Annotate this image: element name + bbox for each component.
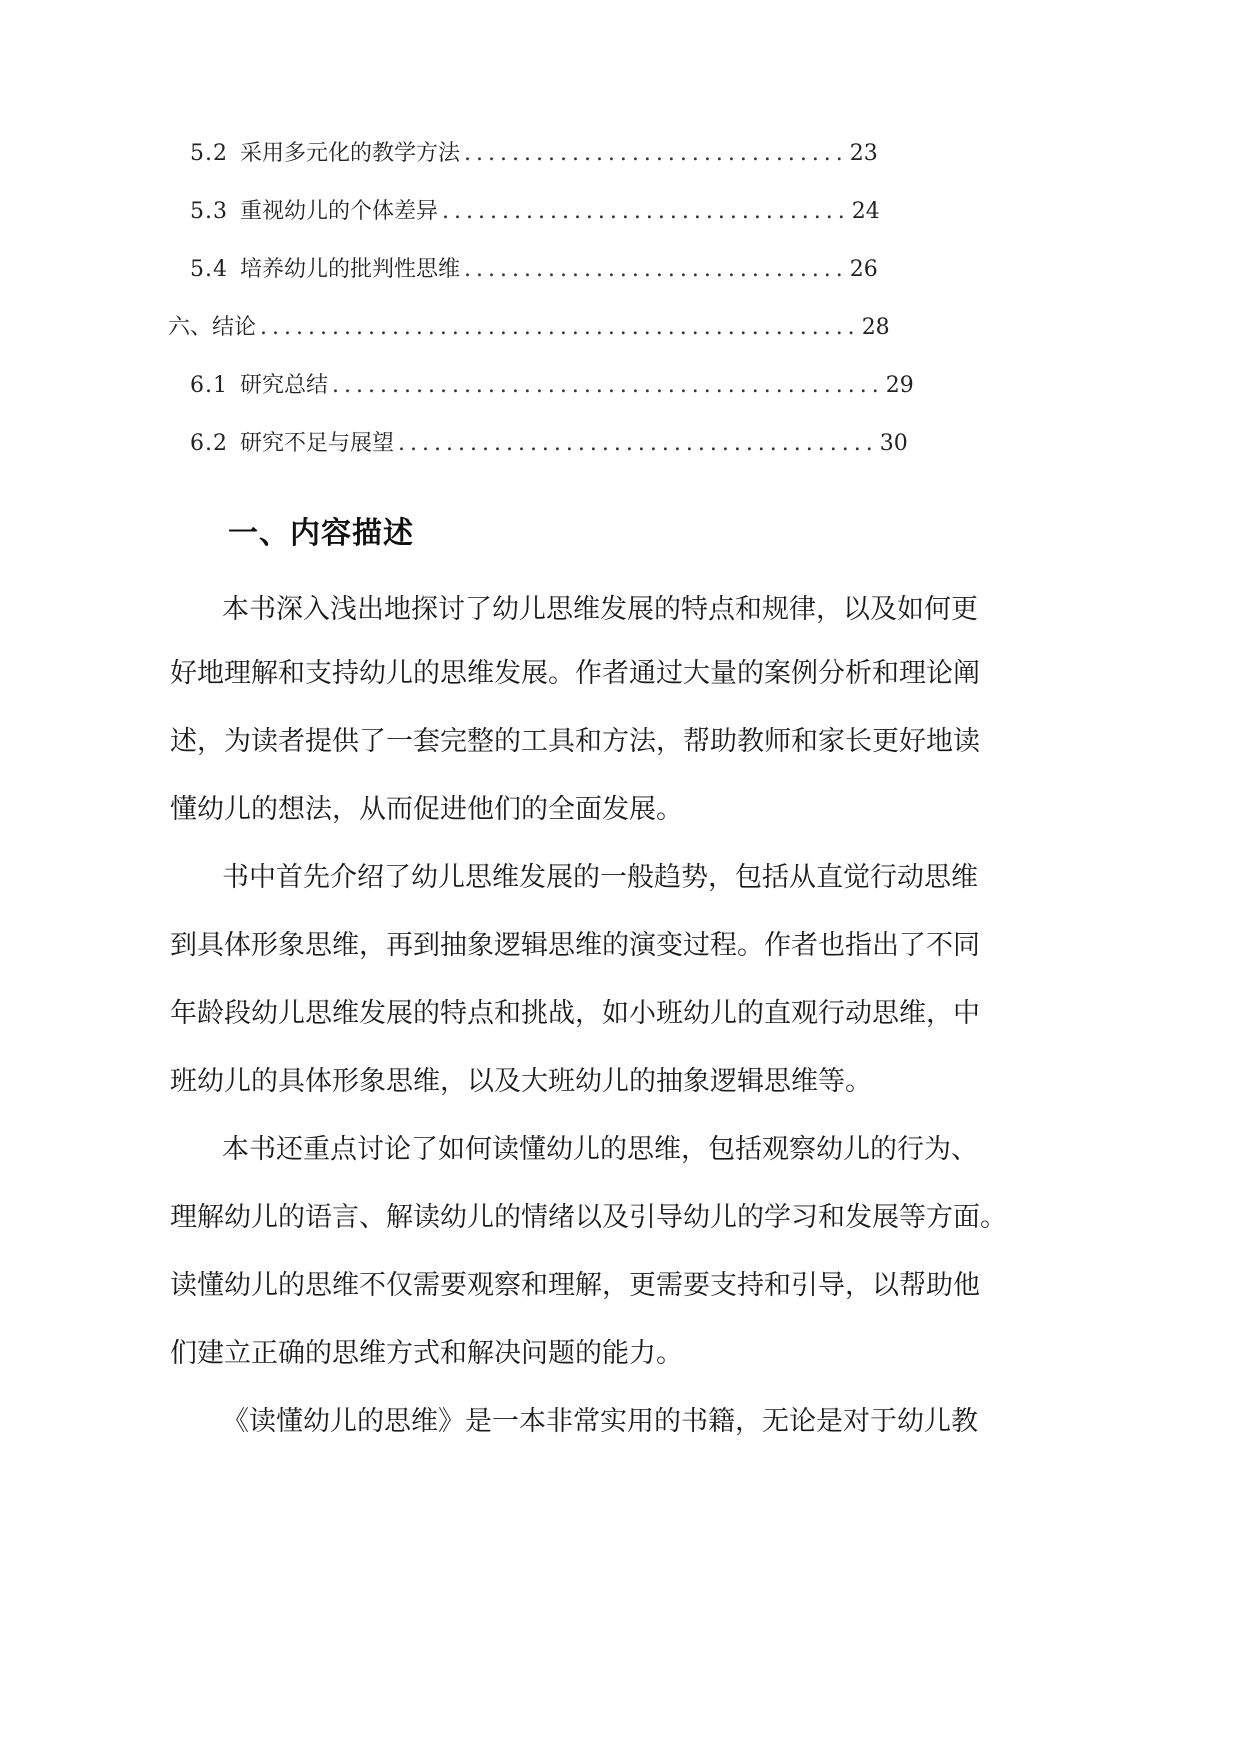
paragraph-line: 本书深入浅出地探讨了幼儿思维发展的特点和规律，以及如何更 — [222, 594, 978, 625]
paragraph-line: 班幼儿的具体形象思维，以及大班幼儿的抽象逻辑思维等。 — [170, 1066, 872, 1097]
toc-entry-number: 6.1 — [190, 373, 228, 398]
toc-entry-title: 六、结论 — [168, 315, 257, 340]
toc-entry-title: 研究总结 — [240, 373, 329, 398]
toc-entry-title: 采用多元化的教学方法 — [240, 141, 461, 166]
paragraph-line: 理解幼儿的语言、解读幼儿的情绪以及引导幼儿的学习和发展等方面。 — [170, 1202, 1007, 1233]
toc-page-number: 23 — [849, 141, 878, 166]
toc-entry-number: 5.3 — [190, 199, 228, 224]
toc-page-number: 29 — [885, 373, 914, 398]
toc-entry-6-2[interactable] — [190, 426, 908, 462]
toc-dot-leader: .............................................. — [332, 373, 884, 398]
toc-entry-6-1[interactable] — [190, 368, 914, 404]
paragraph-line: 本书还重点讨论了如何读懂幼儿的思维，包括观察幼儿的行为、 — [222, 1134, 978, 1165]
toc-page-number: 28 — [861, 315, 890, 340]
paragraph-line: 懂幼儿的想法，从而促进他们的全面发展。 — [170, 794, 683, 825]
toc-page-number: 24 — [851, 199, 880, 224]
toc-entry-title: 培养幼儿的批判性思维 — [240, 257, 461, 282]
paragraph-line: 年龄段幼儿思维发展的特点和挑战，如小班幼儿的直观行动思维，中 — [170, 998, 980, 1029]
section-heading: 一、内容描述 — [228, 516, 414, 551]
toc-entry-6[interactable] — [168, 310, 890, 346]
toc-dot-leader: ................................ — [464, 257, 848, 282]
paragraph-line: 们建立正确的思维方式和解决问题的能力。 — [170, 1338, 683, 1369]
toc-entry-number: 5.4 — [190, 257, 228, 282]
paragraph-line: 读懂幼儿的思维不仅需要观察和理解，更需要支持和引导，以帮助他 — [170, 1270, 980, 1301]
toc-entry-number: 5.2 — [190, 141, 228, 166]
paragraph-line: 书中首先介绍了幼儿思维发展的一般趋势，包括从直觉行动思维 — [222, 862, 978, 893]
toc-entry-number: 6.2 — [190, 431, 228, 456]
toc-page-number: 30 — [879, 431, 908, 456]
toc-entry-5-2[interactable] — [190, 136, 878, 172]
toc-entry-title: 研究不足与展望 — [240, 431, 395, 456]
toc-dot-leader: ................................ — [464, 141, 848, 166]
paragraph-line: 好地理解和支持幼儿的思维发展。作者通过大量的案例分析和理论阐 — [170, 658, 980, 689]
toc-dot-leader: .................................. — [442, 199, 850, 224]
paragraph-line: 《读懂幼儿的思维》是一本非常实用的书籍，无论是对于幼儿教 — [222, 1406, 978, 1437]
toc-page-number: 26 — [849, 257, 878, 282]
toc-entry-5-3[interactable] — [190, 194, 880, 230]
paragraph-line: 述，为读者提供了一套完整的工具和方法，帮助教师和家长更好地读 — [170, 726, 980, 757]
paragraph-line: 到具体形象思维，再到抽象逻辑思维的演变过程。作者也指出了不同 — [170, 930, 980, 961]
toc-dot-leader: ........................................ — [398, 431, 878, 456]
toc-entry-5-4[interactable] — [190, 252, 878, 288]
toc-dot-leader: .................................................. — [260, 315, 860, 340]
toc-entry-title: 重视幼儿的个体差异 — [240, 199, 439, 224]
